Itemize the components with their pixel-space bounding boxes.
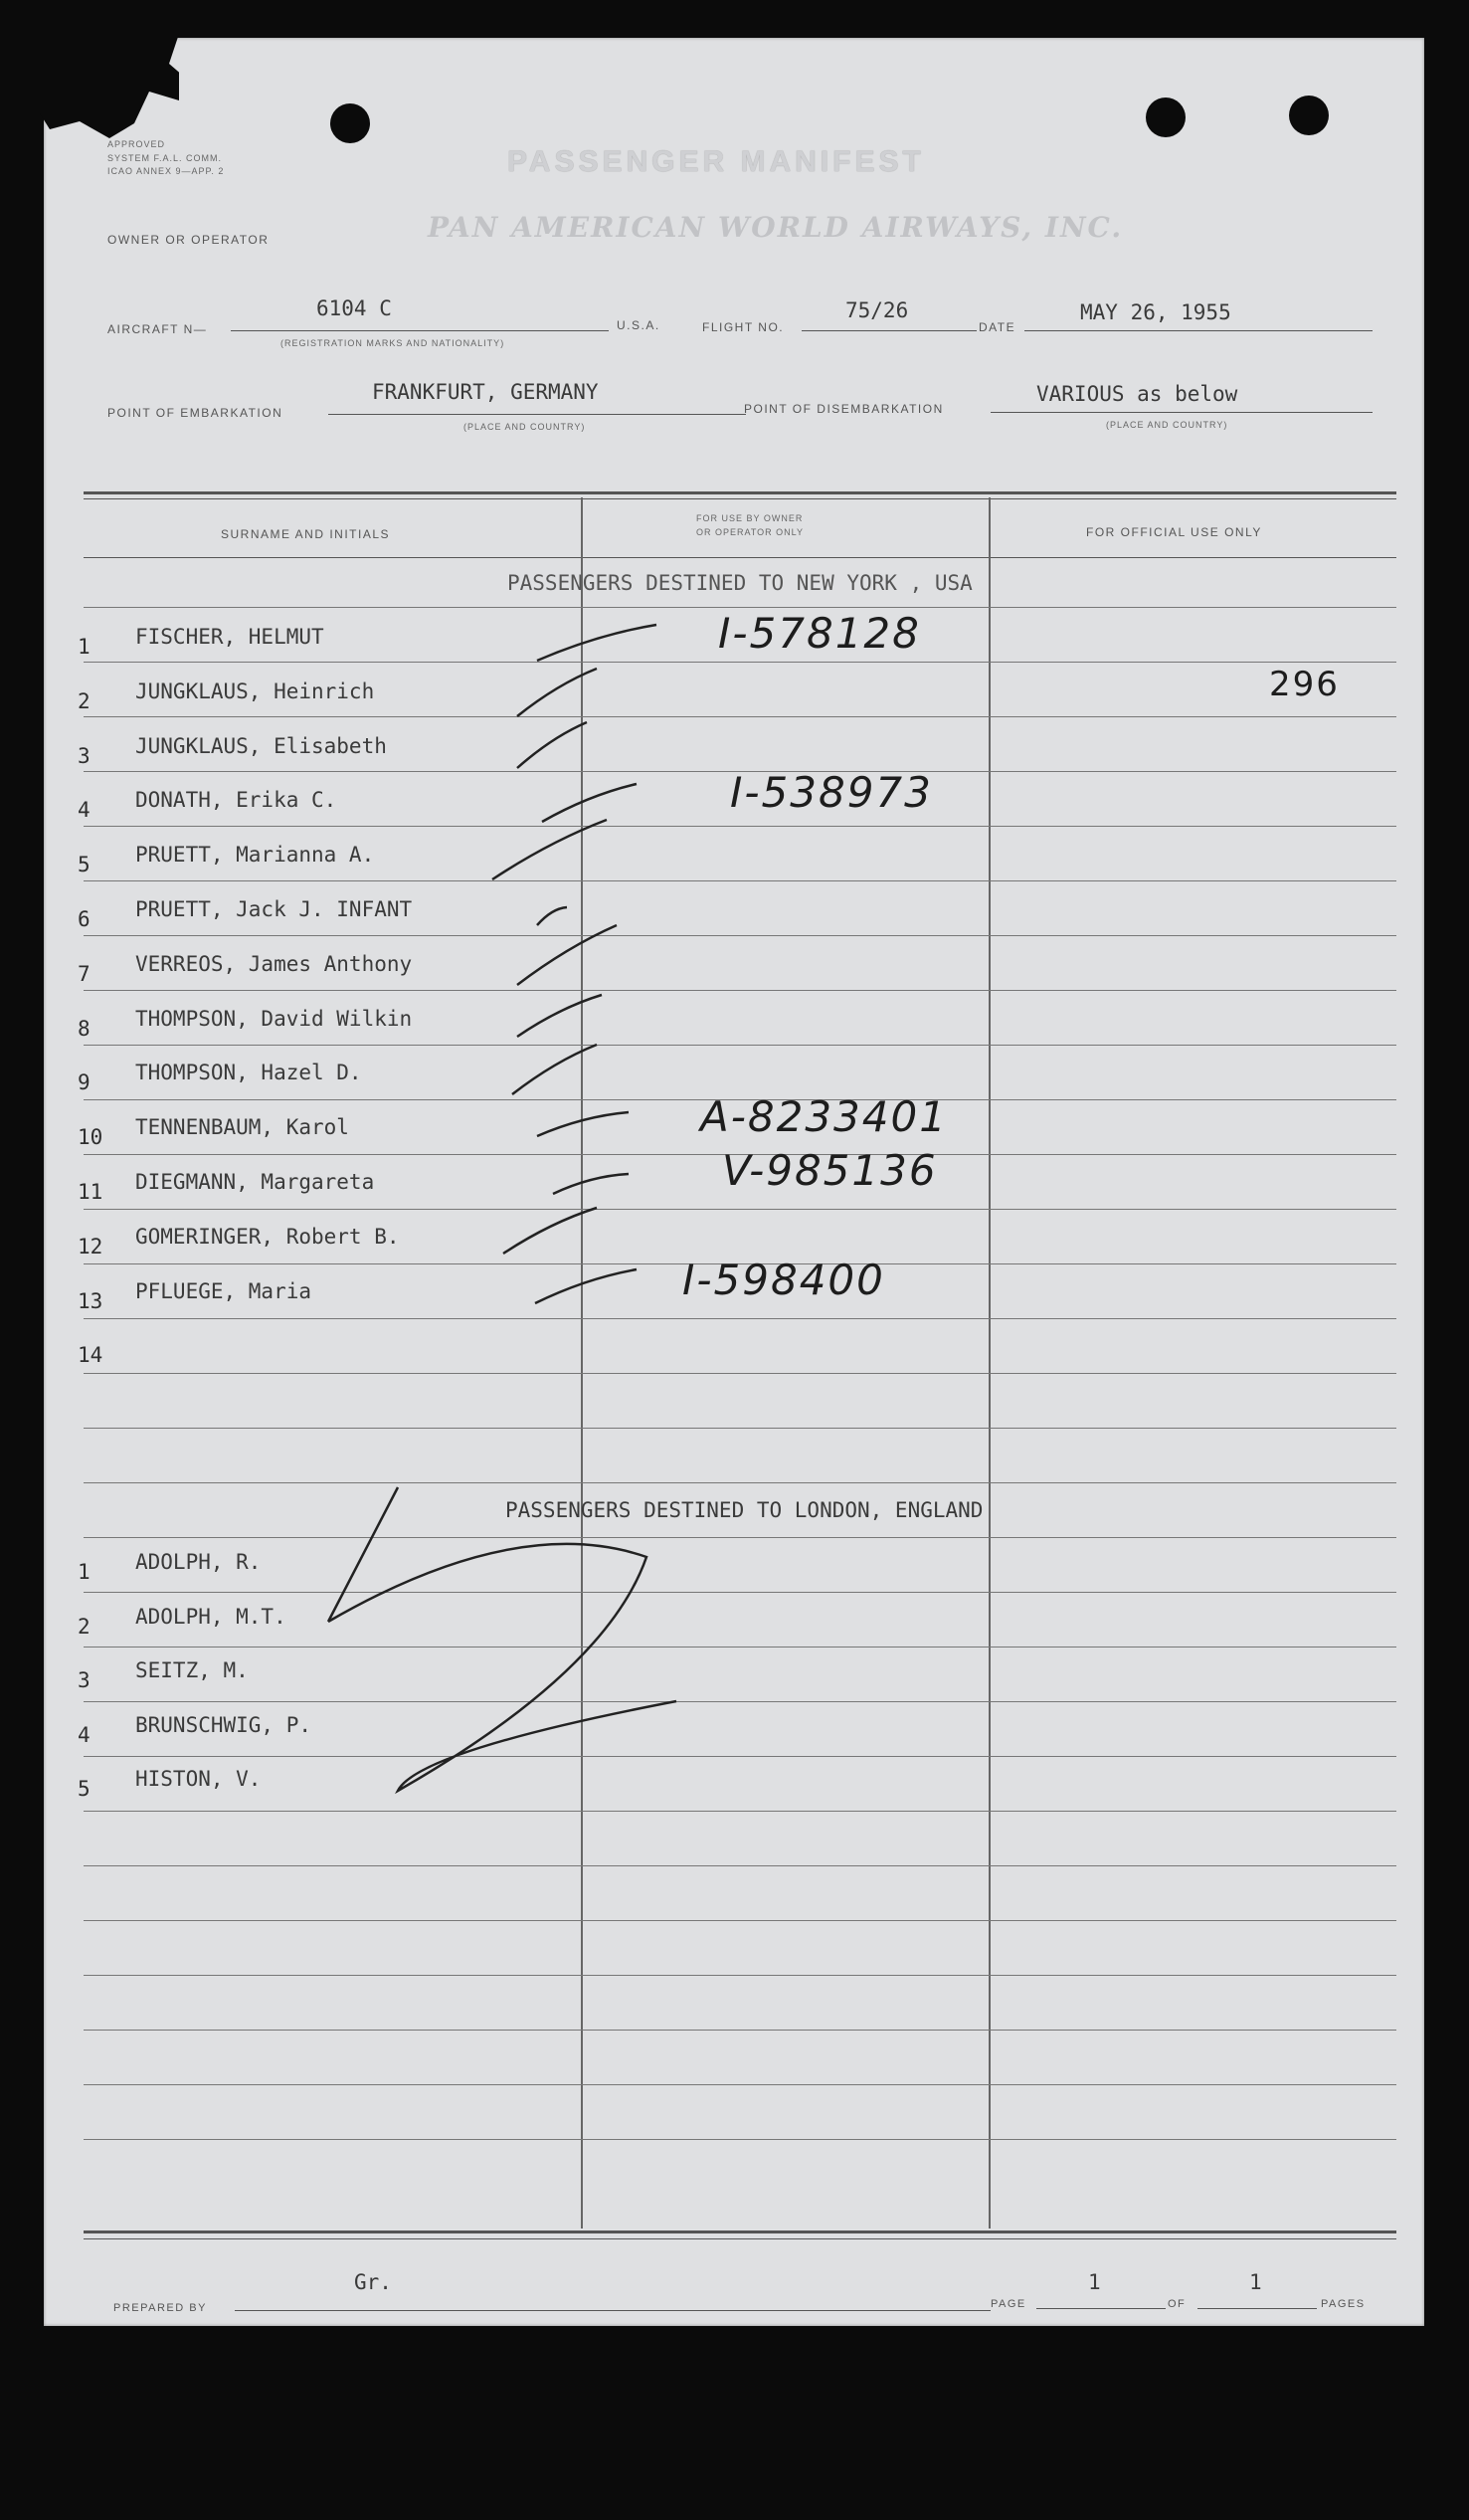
ny-row-number: 9 xyxy=(78,1070,91,1095)
column-header-surname: SURNAME AND INITIALS xyxy=(221,527,391,541)
pages-label: PAGES xyxy=(1321,2298,1366,2310)
london-row-number: 2 xyxy=(78,1614,91,1639)
approval-line-2: SYSTEM F.A.L. COMM. xyxy=(107,153,223,163)
check-mark xyxy=(537,625,656,661)
ny-row-number: 13 xyxy=(78,1288,103,1313)
column-header-operator-1: FOR USE BY OWNER xyxy=(696,513,804,523)
of-label: OF xyxy=(1168,2298,1187,2310)
ny-row-number: 12 xyxy=(78,1234,103,1259)
usa-label: U.S.A. xyxy=(617,318,660,332)
ny-row-number: 10 xyxy=(78,1125,103,1150)
flight-label: FLIGHT NO. xyxy=(702,320,785,334)
check-mark xyxy=(503,1208,597,1254)
ny-row-number: 6 xyxy=(78,907,91,931)
ny-passenger-name: THOMPSON, Hazel D. xyxy=(135,1061,362,1085)
handwritten-entry-4: V-985136 xyxy=(722,1146,938,1195)
check-mark xyxy=(537,907,567,925)
official-note-296: 296 xyxy=(1269,665,1340,704)
group-london-title: PASSENGERS DESTINED TO LONDON, ENGLAND xyxy=(505,1498,984,1522)
page-label: PAGE xyxy=(991,2298,1026,2310)
column-header-official: FOR OFFICIAL USE ONLY xyxy=(1086,525,1262,539)
ny-row-number: 7 xyxy=(78,961,91,986)
disembark-note: (PLACE AND COUNTRY) xyxy=(1106,420,1228,430)
ny-passenger-name: TENNENBAUM, Karol xyxy=(135,1115,349,1140)
london-passenger-name: HISTON, V. xyxy=(135,1767,262,1791)
ny-row-number: 3 xyxy=(78,743,91,768)
page-value: 1 xyxy=(1088,2270,1101,2294)
check-mark xyxy=(517,995,602,1037)
ny-row-number: 5 xyxy=(78,853,91,877)
london-row-number: 4 xyxy=(78,1722,91,1747)
disembark-label: POINT OF DISEMBARKATION xyxy=(744,402,944,416)
ny-passenger-name: THOMPSON, David Wilkin xyxy=(135,1006,413,1031)
check-mark xyxy=(535,1269,637,1303)
london-passenger-name: BRUNSCHWIG, P. xyxy=(135,1712,312,1737)
handwritten-entry-1: I-578128 xyxy=(718,609,921,658)
column-header-operator-2: OR OPERATOR ONLY xyxy=(696,527,805,537)
check-mark xyxy=(517,722,587,768)
london-passenger-name: SEITZ, M. xyxy=(135,1658,249,1682)
approval-line-3: ICAO ANNEX 9—APP. 2 xyxy=(107,166,225,176)
disembark-value: VARIOUS as below xyxy=(1036,382,1238,406)
ny-row-number: 8 xyxy=(78,1016,91,1041)
ny-passenger-name: DIEGMANN, Margareta xyxy=(135,1170,375,1194)
of-value: 1 xyxy=(1249,2270,1262,2294)
london-passenger-name: ADOLPH, R. xyxy=(135,1550,262,1574)
ny-row-number: 1 xyxy=(78,635,91,659)
london-passenger-name: ADOLPH, M.T. xyxy=(135,1604,286,1629)
london-row-number: 3 xyxy=(78,1668,91,1692)
embark-note: (PLACE AND COUNTRY) xyxy=(463,422,586,432)
ny-passenger-name: GOMERINGER, Robert B. xyxy=(135,1224,400,1249)
group-ny-title: PASSENGERS DESTINED TO NEW YORK , USA xyxy=(507,571,973,595)
handwritten-entry-5: I-598400 xyxy=(682,1256,885,1304)
ny-passenger-name: VERREOS, James Anthony xyxy=(135,951,413,976)
london-row-number: 5 xyxy=(78,1777,91,1801)
ny-passenger-name: FISCHER, HELMUT xyxy=(135,625,324,649)
approval-line-1: APPROVED xyxy=(107,139,166,149)
embark-label: POINT OF EMBARKATION xyxy=(107,406,283,420)
check-mark xyxy=(537,1112,629,1136)
ny-passenger-name: PFLUEGE, Maria xyxy=(135,1278,312,1303)
check-mark xyxy=(492,820,607,879)
flight-value: 75/26 xyxy=(845,298,909,322)
check-mark xyxy=(517,669,597,716)
london-group-pen-loop xyxy=(328,1487,676,1791)
london-row-number: 1 xyxy=(78,1560,91,1584)
aircraft-label: AIRCRAFT N— xyxy=(107,322,208,336)
ny-passenger-name: PRUETT, Marianna A. xyxy=(135,843,375,868)
ny-passenger-name: DONATH, Erika C. xyxy=(135,788,337,813)
check-mark xyxy=(553,1174,629,1194)
ny-row-number: 14 xyxy=(78,1343,103,1368)
prepared-label: PREPARED BY xyxy=(113,2302,207,2314)
owner-value: PAN AMERICAN WORLD AIRWAYS, INC. xyxy=(428,211,1124,244)
handwritten-entry-3: A-8233401 xyxy=(700,1092,948,1141)
check-mark xyxy=(512,1045,597,1094)
form-title: PASSENGER MANIFEST xyxy=(507,145,925,178)
ny-passenger-name: JUNGKLAUS, Elisabeth xyxy=(135,733,387,758)
date-label: DATE xyxy=(979,320,1016,334)
embark-value: FRANKFURT, GERMANY xyxy=(372,380,599,404)
ny-row-number: 2 xyxy=(78,688,91,713)
ny-passenger-name: PRUETT, Jack J. INFANT xyxy=(135,897,413,921)
aircraft-value: 6104 C xyxy=(316,296,392,320)
owner-label: OWNER OR OPERATOR xyxy=(107,233,270,247)
ny-passenger-name: JUNGKLAUS, Heinrich xyxy=(135,678,375,703)
check-mark xyxy=(517,925,617,985)
check-mark xyxy=(542,784,637,822)
ny-row-number: 4 xyxy=(78,798,91,823)
ny-row-number: 11 xyxy=(78,1180,103,1204)
handwritten-entry-2: I-538973 xyxy=(730,768,933,817)
date-value: MAY 26, 1955 xyxy=(1080,300,1231,324)
registration-note: (REGISTRATION MARKS AND NATIONALITY) xyxy=(280,338,505,348)
prepared-value: Gr. xyxy=(354,2270,392,2294)
